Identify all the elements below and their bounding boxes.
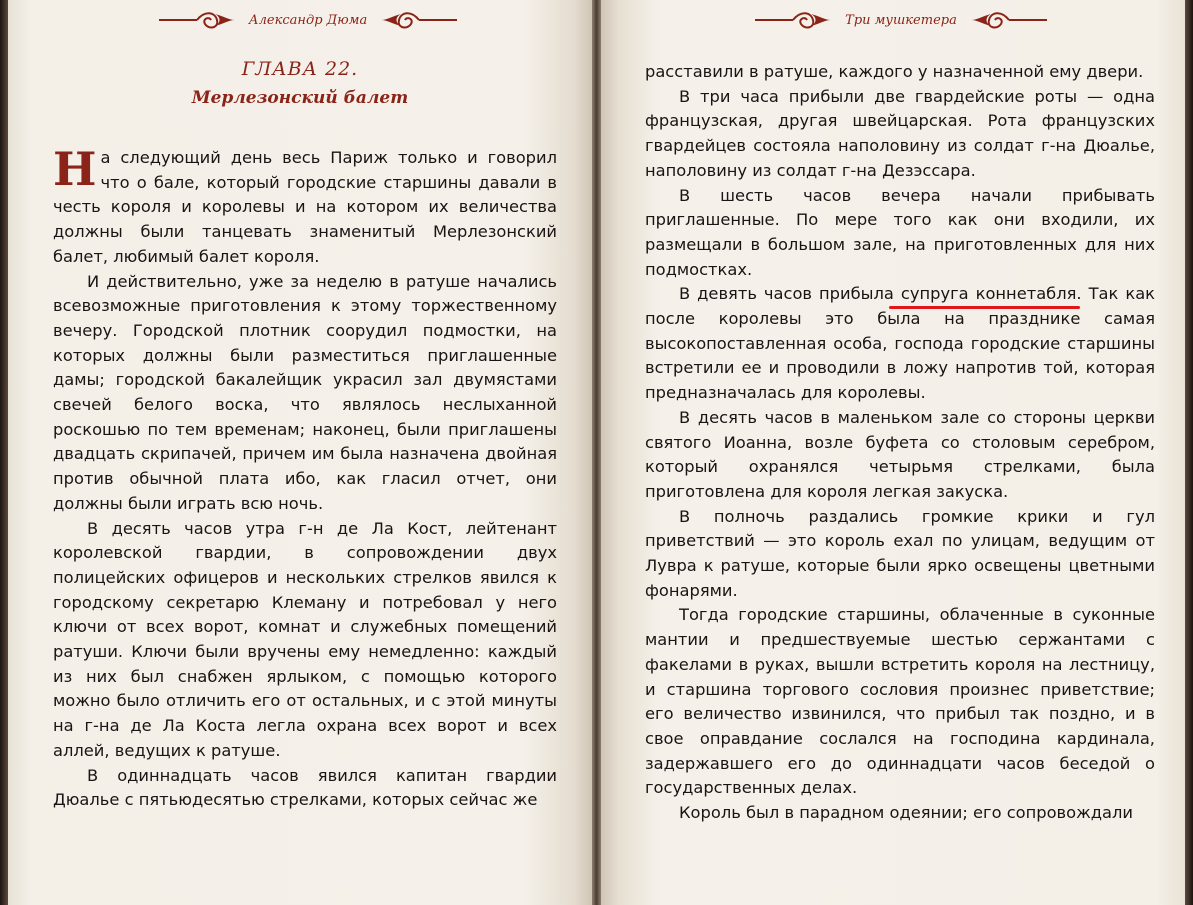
ornament-left-icon xyxy=(753,10,833,30)
left-running-head xyxy=(108,8,508,32)
paragraph: В три часа прибыли две гвардейские роты — одна французская, другая швейцарская. Рота французских гвардейцев состояла наполовину из солдат г-на Дюалье, наполовину из солдат г-на Дезэссара. xyxy=(645,86,1155,180)
chapter-title xyxy=(8,88,592,108)
paragraph: В десять часов в маленьком зале со стороны церкви святого Иоанна, возле буфета со столовым серебром, который охранялся четырьмя стрелками, была приготовлена для короля легкая закуска. xyxy=(645,407,1155,501)
paragraph: И действительно, уже за неделю в ратуше начались всевозможные приготовления к этому торжественному вечеру. Городской плотник соорудил подмостки, на которых должны были разместиться приглашенные дамы; городской бакалейщик украсил зал двумястами свечей белого воска, что являлось неслыханной роскошью по тем временам; наконец, были приглашены двадцать скрипачей, причем им была назначена двойная против обычной плата ибо, как гласил отчет, они должны были играть всю ночь. xyxy=(53,271,557,513)
paragraph-text: а следующий день весь Париж только и говорил что о бале, который городские старшины давали в честь короля и королевы и на котором их величества должны были танцевать знаменитый Мерлезонский балет, любимый балет короля. xyxy=(53,148,557,266)
ornament-right-icon xyxy=(379,10,459,30)
chapter-number xyxy=(8,58,592,80)
chapter-title-text: Мерлезонский балет xyxy=(191,88,409,108)
paragraph xyxy=(53,142,557,270)
left-page xyxy=(8,0,592,905)
right-page xyxy=(601,0,1185,905)
paragraph: Король был в парадном одеянии; его сопровождали xyxy=(679,803,1133,823)
chapter-number-text: ГЛАВА 22. xyxy=(241,58,359,80)
book-spine xyxy=(592,0,601,905)
paragraph: расставили в ратуше, каждого у назначенной ему двери. xyxy=(645,62,1144,81)
paragraph: Тогда городские старшины, облаченные в суконные мантии и предшествуемые шестью сержантами с факелами в руках, вышли встретить короля на лестницу, и старшина торгового сословия произнес приветствие; его величество извинился, что прибыл так поздно, и в свое оправдание сослался на господина кардинала, задержавшего его до одиннадцати часов беседой о государственных делах. xyxy=(645,605,1155,798)
left-page-text xyxy=(53,142,557,813)
paragraph-text: В девять часов прибыла xyxy=(679,284,901,304)
paragraph-highlighted xyxy=(645,282,1155,406)
right-running-head xyxy=(701,8,1101,32)
right-running-title: Три мушкетера xyxy=(845,12,957,28)
ornament-right-icon xyxy=(969,10,1049,30)
paragraph: В шесть часов вечера начали прибывать приглашенные. По мере того как они входили, их размещали в большом зале, на приготовленных для них подмостках. xyxy=(645,185,1155,279)
paragraph-text: . Так как после королевы это была на празднике самая высокопоставленная особа, господа городские старшины встретили ее и проводили в ложу напротив той, которая предназначалась для королевы. xyxy=(645,284,1156,403)
left-running-title: Александр Дюма xyxy=(248,12,368,28)
paragraph: В полночь раздались громкие крики и гул приветствий — это король ехал по улицам, ведущим от Лувра к ратуше, которые были ярко освещены цветными фонарями. xyxy=(645,506,1155,600)
drop-cap: Н xyxy=(53,142,97,196)
paragraph: В одиннадцать часов явился капитан гвардии Дюалье с пятьюдесятью стрелками, которых сейчас же xyxy=(53,765,557,810)
underlined-phrase: супруга коннетабля xyxy=(900,284,1077,304)
paragraph: В десять часов утра г-н де Ла Кост, лейтенант королевской гвардии, в сопровождении двух полицейских офицеров и нескольких стрелков явился к городскому секретарю Клеману и потребовал у него ключи от всех ворот, комнат и служебных помещений ратуши. Ключи были вручены ему немедленно: каждый из них был снабжен ярлыком, с помощью которого можно было отличить его от остальных, и с этой минуты на г-на де Ла Коста легла охрана всех ворот и всех аллей, ведущих к ратуше. xyxy=(53,518,557,760)
book-cover-edge-left xyxy=(0,0,8,905)
ornament-left-icon xyxy=(157,10,237,30)
book-cover-edge-right xyxy=(1185,0,1193,905)
right-page-text xyxy=(645,60,1155,826)
